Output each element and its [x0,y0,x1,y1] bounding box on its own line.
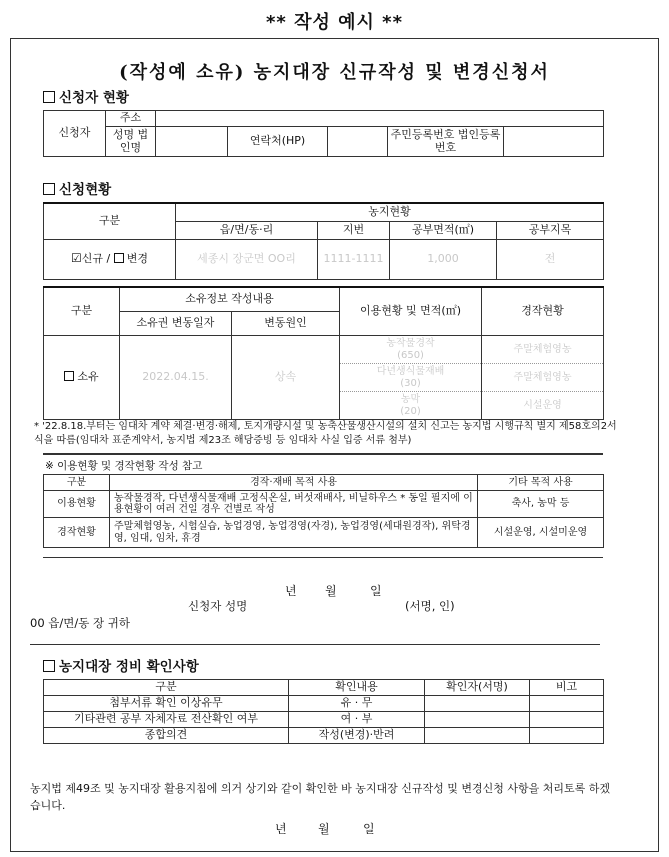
location-value: 세종시 장군면 OO리 [176,239,318,279]
category-value: 전 [497,239,604,279]
change-reason-header: 변동원인 [232,311,340,335]
confirm-row-confirmer[interactable] [425,696,530,712]
usage-item: 농막 (20) [400,393,421,417]
ownership-type-header: 구분 [44,287,120,335]
ownership-info-header: 소유정보 작성내용 [120,287,340,311]
reference-title: ※ 이용현황 및 경작현황 작성 참고 [45,460,203,472]
divider [30,644,600,645]
confirm-year: 년 [275,822,287,836]
example-heading: ** 작성 예시 ** [265,12,403,33]
confirm-row-note[interactable] [530,712,604,728]
change-date-header: 소유권 변동일자 [120,311,232,335]
usage-header: 이용현황 및 면적(㎡) [340,287,482,335]
usage-cell [340,335,482,419]
confirm-row-confirmer[interactable] [425,728,530,744]
sign-day: 일 [370,584,382,598]
confirm-note-header: 비고 [530,680,604,696]
application-table [43,202,604,280]
area-header: 공부면적(㎡) [390,221,497,239]
farming-item: 주말체험영농 [482,336,603,364]
usage-item: 농작물경작 (650) [340,336,481,364]
confirm-type-header: 구분 [44,680,289,696]
reference-row-type: 이용현황 [44,491,110,518]
farming-cell [482,335,604,419]
id-number-value[interactable] [504,127,604,157]
application-section-title: 신청현황 [43,178,111,198]
phone-value[interactable] [328,127,388,157]
applicant-table [43,110,604,157]
address-value[interactable] [156,111,604,127]
name-label: 성명 법인명 [106,127,156,157]
ownership-checkbox[interactable] [64,371,74,381]
confirm-row-note[interactable] [530,696,604,712]
reference-main-header: 경작·재배 목적 사용 [110,475,478,491]
addressee: 00 읍/면/동 장 귀하 [30,616,131,630]
section-box-icon [43,183,55,195]
reference-row-type: 경작현황 [44,518,110,548]
confirm-table [43,679,604,744]
lease-note: * '22.8.18.부터는 임대차 계약 체결·변경·해제, 토지개량시설 및 농축산물생산시설의 설치 신고는 농지법 시행규칙 별지 제58호의2서식을 따름(임대차 표준계약서, 농지법 제23조 해당증빙 등 임대차 사실 입증 서류 첨부) [34,421,617,446]
ownership-type: 소유 [44,335,120,419]
confirm-row-type: 종합의견 [44,728,289,744]
category-header: 공부지목 [497,221,604,239]
farmland-header: 농지현황 [176,203,604,221]
lot-value: 1111-1111 [318,239,390,279]
name-value[interactable] [156,127,228,157]
usage-item: 다년생식물재배 (30) [340,364,481,392]
signature-seal: (서명, 인) [405,599,455,613]
confirm-row-type: 기타관련 공부 자체자료 전산확인 여부 [44,712,289,728]
address-label: 주소 [106,111,156,127]
form-title: (작성예 소유) 농지대장 신규작성 및 변경신청서 [119,62,550,83]
ownership-table [43,286,604,420]
applicant-name-label: 신청자 성명 [188,599,248,613]
area-value: 1,000 [390,239,497,279]
confirm-row-content: 여 · 부 [289,712,425,728]
location-header: 읍/면/동·리 [176,221,318,239]
reference-row-main: 주말체험영농, 시험실습, 농업경영, 농업경영(자경), 농업경영(세대원경작), 위탁경영, 임대, 임차, 휴경 [110,518,478,548]
section-box-icon [43,660,55,672]
farming-item: 시설운영 [523,399,562,411]
change-date-value: 2022.04.15. [120,335,232,419]
sign-month: 월 [325,584,337,598]
new-change-type: ☑신규 / 변경 [44,239,176,279]
confirm-content-header: 확인내용 [289,680,425,696]
confirm-month: 월 [318,822,330,836]
change-reason-value: 상속 [232,335,340,419]
reference-row-main: 농작물경작, 다년생식물재배 고정식온실, 버섯재배사, 비닐하우스 * 동일 필지에 이용현황이 여러 건일 경우 건별로 작성 [110,491,478,518]
phone-label: 연락처(HP) [228,127,328,157]
confirm-row-type: 첨부서류 확인 이상유무 [44,696,289,712]
processing-statement: 농지법 제49조 및 농지대장 활용지침에 의거 상기와 같이 확인한 바 농지대장 신규작성 및 변경신청 사항을 처리토록 하겠습니다. [30,782,610,813]
reference-other-header: 기타 목적 사용 [478,475,604,491]
confirmer-header: 확인자(서명) [425,680,530,696]
applicant-label: 신청자 [44,111,106,157]
applicant-section-title: 신청자 현황 [43,86,129,106]
confirm-row-content: 작성(변경)·반려 [289,728,425,744]
farming-item: 주말체험영농 [482,364,603,392]
reference-table [43,474,604,548]
divider [43,557,603,558]
reference-row-other: 축사, 농막 등 [478,491,604,518]
confirm-row-content: 유 · 무 [289,696,425,712]
confirm-row-note[interactable] [530,728,604,744]
reference-type-header: 구분 [44,475,110,491]
change-checkbox[interactable] [114,253,124,263]
lot-header: 지번 [318,221,390,239]
farming-header: 경작현황 [482,287,604,335]
section-box-icon [43,91,55,103]
confirm-day: 일 [363,822,375,836]
reference-row-other: 시설운영, 시설미운영 [478,518,604,548]
sign-year: 년 [285,584,297,598]
confirm-row-confirmer[interactable] [425,712,530,728]
divider [43,453,603,455]
type-header: 구분 [44,203,176,239]
id-number-label: 주민등록번호 법인등록번호 [388,127,504,157]
checked-box-icon[interactable]: ☑ [71,251,82,266]
confirm-section-title: 농지대장 정비 확인사항 [43,655,199,675]
